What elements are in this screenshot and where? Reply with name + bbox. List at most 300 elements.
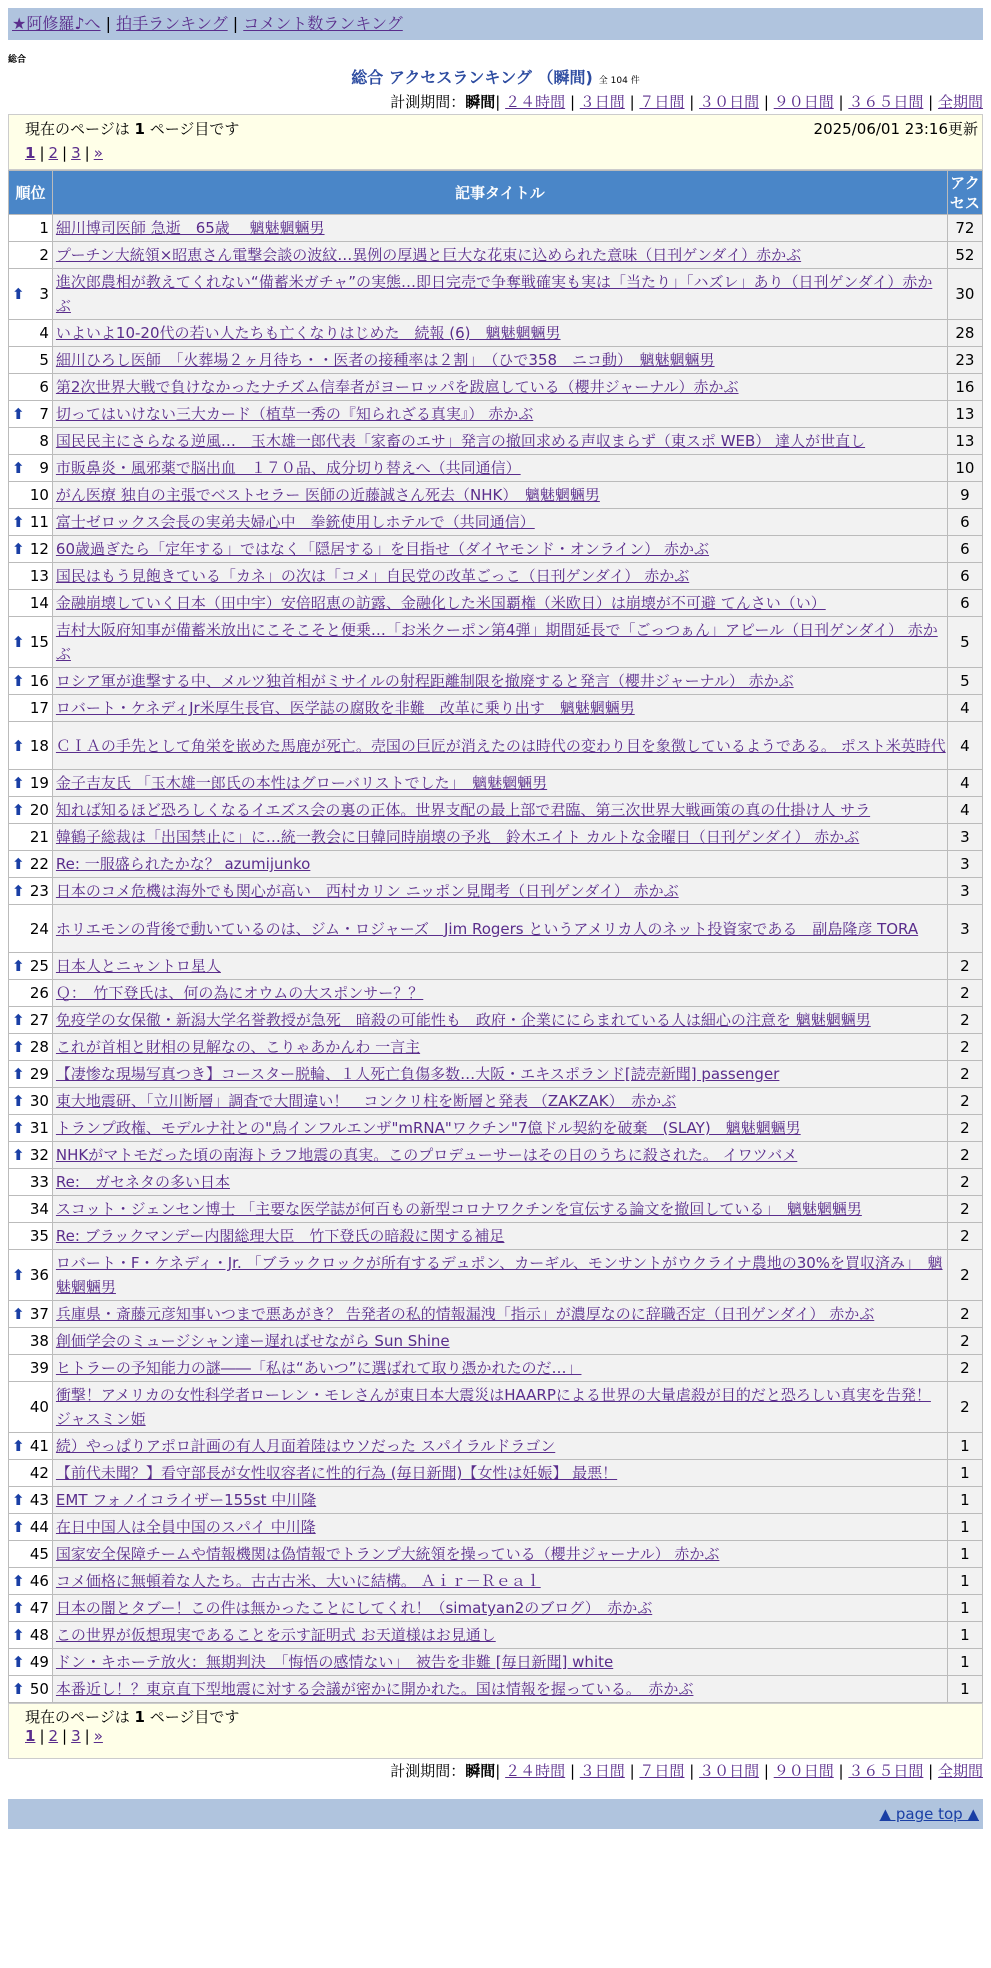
arrow-up-icon: ⬆ <box>12 459 25 477</box>
article-link[interactable]: 日本の闇とタブー！この件は無かったことにしてくれ！（simatyan2のブログ） 赤かぶ <box>55 1599 653 1617</box>
arrow-up-icon: ⬆ <box>12 855 25 873</box>
rank-cell <box>9 215 53 242</box>
period-option-link[interactable]: ２４時間 <box>505 93 566 111</box>
arrow-up-icon: ⬆ <box>12 1092 25 1110</box>
period-separator: | <box>569 93 575 111</box>
period-current: 瞬間 <box>465 1762 496 1780</box>
article-link[interactable]: Re: ブラックマンデー内閣総理大臣 竹下登氏の暗殺に関する補足 <box>55 1227 505 1245</box>
access-count: 4 <box>947 722 982 770</box>
home-link[interactable]: ★阿修羅♪へ <box>12 14 101 33</box>
table-row <box>9 455 983 482</box>
arrow-up-icon: ⬆ <box>12 1599 25 1617</box>
article-link[interactable]: 創価学会のミュージシャン達ー遅ればせながら Sun Shine <box>55 1332 450 1350</box>
article-link[interactable]: Re: ガセネタの多い日本 <box>55 1173 230 1191</box>
period-separator: | <box>629 93 635 111</box>
access-count: 1 <box>947 1514 982 1541</box>
rank-number: 17 <box>29 699 49 717</box>
access-count: 2 <box>947 1250 982 1301</box>
title-cell <box>52 215 947 242</box>
rank-number: 12 <box>29 540 49 558</box>
article-link[interactable]: 知れば知るほど恐ろしくなるイエズス会の裏の正体。世界支配の最上部で君臨、第三次世界大戦画策の真の仕掛け人 サラ <box>55 801 871 819</box>
title-cell <box>52 1061 947 1088</box>
rank-number: 27 <box>29 1011 49 1029</box>
title-cell <box>52 1196 947 1223</box>
title-cell <box>52 536 947 563</box>
arrow-up-icon: ⬆ <box>12 882 25 900</box>
rank-cell <box>9 428 53 455</box>
page-link[interactable]: 3 <box>71 1727 81 1745</box>
article-link[interactable]: スコット・ジェンセン博士 「主要な医学誌が何百もの新型コロナワクチンを宣伝する論文を撤回している」 魑魅魍魎男 <box>55 1200 862 1218</box>
rank-cell <box>9 1061 53 1088</box>
rank-number: 2 <box>39 246 49 264</box>
rank-number: 19 <box>29 774 49 792</box>
rank-cell <box>9 1514 53 1541</box>
table-row <box>9 695 983 722</box>
current-page-prefix: 現在のページは <box>25 120 130 138</box>
rank-number: 35 <box>29 1227 49 1245</box>
arrow-up-icon: ⬆ <box>12 957 25 975</box>
rank-number: 32 <box>29 1146 49 1164</box>
table-row <box>9 824 983 851</box>
pager-bottom <box>8 1703 983 1759</box>
period-option-link[interactable]: ３日間 <box>579 93 625 111</box>
article-link[interactable]: コメ価格に無頓着な人たち。古古古米、大いに結構。 Ａｉｒ－Ｒｅａｌ <box>55 1572 541 1590</box>
access-count: 2 <box>947 1142 982 1169</box>
rank-cell <box>9 1649 53 1676</box>
access-count: 10 <box>947 455 982 482</box>
access-count: 2 <box>947 1061 982 1088</box>
access-count: 2 <box>947 1034 982 1061</box>
title-cell <box>52 428 947 455</box>
article-link[interactable]: 衝撃！アメリカの女性科学者ローレン・モレさんが東日本大震災はHAARPによる世界の大量虐殺が目的だと恐ろしい真実を告発！ ジャスミン姫 <box>55 1386 931 1428</box>
rank-cell <box>9 824 53 851</box>
title-cell <box>52 1034 947 1061</box>
period-separator: | <box>495 93 501 111</box>
arrow-up-icon: ⬆ <box>12 1626 25 1644</box>
arrow-up-icon: ⬆ <box>12 1437 25 1455</box>
access-count: 13 <box>947 401 982 428</box>
access-count: 2 <box>947 1115 982 1142</box>
arrow-up-icon: ⬆ <box>12 1038 25 1056</box>
access-count: 2 <box>947 1007 982 1034</box>
rank-cell <box>9 668 53 695</box>
rank-cell <box>9 1142 53 1169</box>
title-cell <box>52 1088 947 1115</box>
access-count: 2 <box>947 1328 982 1355</box>
table-row <box>9 1142 983 1169</box>
article-link[interactable]: 免疫学の女保徹・新潟大学名誉教授が急死 暗殺の可能性も 政府・企業ににらまれている人は細心の注意を 魑魅魍魎男 <box>55 1011 871 1029</box>
title-cell <box>52 482 947 509</box>
article-link[interactable]: ロバート・F・ケネディ・Jr. 「ブラックロックが所有するデュポン、カーギル、モンサントがウクライナ農地の30%を買収済み」 魑魅魍魎男 <box>55 1254 943 1296</box>
title-cell <box>52 242 947 269</box>
period-option-link[interactable]: ３６５日間 <box>848 1762 924 1780</box>
title-cell <box>52 1223 947 1250</box>
access-count: 2 <box>947 1223 982 1250</box>
rank-number: 26 <box>29 984 49 1002</box>
period-option-link[interactable]: ９０日間 <box>773 93 834 111</box>
access-count: 3 <box>947 878 982 905</box>
rank-number: 6 <box>39 378 49 396</box>
article-link[interactable]: これが首相と財相の見解なの、こりゃあかんわ 一言主 <box>55 1038 421 1056</box>
arrow-up-icon: ⬆ <box>12 736 25 755</box>
table-row <box>9 1223 983 1250</box>
title-cell <box>52 695 947 722</box>
period-separator: | <box>629 1762 635 1780</box>
article-link[interactable]: Ｑ： 竹下登氏は、何の為にオウムの大スポンサー？？ <box>55 984 424 1002</box>
article-link[interactable]: 韓鶴子総裁は「出国禁止に」に…統一教会に日韓同時崩壊の予兆 鈴木エイト カルトな金曜日（日刊ゲンダイ） 赤かぶ <box>55 828 860 846</box>
arrow-up-icon: ⬆ <box>12 1572 25 1590</box>
rank-cell <box>9 617 53 668</box>
article-link[interactable]: ホリエモンの背後で動いているのは、ジム・ロジャーズ Jim Rogers というアメリカ人のネット投資家である 副島隆彦 TORA <box>55 919 919 938</box>
article-link[interactable]: 続）やっぱりアポロ計画の有人月面着陸はウソだった スパイラルドラゴン <box>55 1437 556 1455</box>
rank-cell <box>9 1196 53 1223</box>
article-link[interactable]: 吉村大阪府知事が備蓄米放出にこそこそと便乗…「お米クーポン第4弾」期間延長で「ごっつぁん」アピール（日刊ゲンダイ） 赤かぶ <box>55 621 938 663</box>
article-link[interactable]: 【凄惨な現場写真つき】コースター脱輪、１人死亡負傷多数…大阪・エキスポランド[読売新聞] passenger <box>55 1065 780 1083</box>
article-link[interactable]: 金融崩壊していく日本（田中宇）安倍昭恵の訪露、金融化した米国覇権（米欧日）は崩壊が不可避 てんさい（い） <box>55 594 826 612</box>
period-separator: | <box>838 1762 844 1780</box>
article-link[interactable]: 切ってはいけない三大カード（植草一秀の『知られざる真実』） 赤かぶ <box>55 405 534 423</box>
table-row <box>9 617 983 668</box>
article-link[interactable]: 細川ひろし医師 「火葬場２ヶ月待ち・・医者の接種率は２割」 （ひで358 ニコ動） 魑魅魍魎男 <box>55 351 715 369</box>
arrow-up-icon: ⬆ <box>12 1491 25 1509</box>
rank-cell <box>9 482 53 509</box>
rank-cell <box>9 590 53 617</box>
access-count: 4 <box>947 770 982 797</box>
access-count: 3 <box>947 905 982 953</box>
title-cell <box>52 878 947 905</box>
rank-number: 28 <box>29 1038 49 1056</box>
access-count: 2 <box>947 1382 982 1433</box>
table-row <box>9 1487 983 1514</box>
rank-cell <box>9 1223 53 1250</box>
article-link[interactable]: ドン・キホーテ放火：無期判決 「悔悟の感情ない」 被告を非難 [毎日新聞] white <box>55 1653 614 1671</box>
rank-number: 45 <box>29 1545 49 1563</box>
period-option-link[interactable]: ９０日間 <box>773 1762 834 1780</box>
article-link[interactable]: 金子吉友氏 「玉木雄一郎氏の本性はグローバリストでした」 魑魅魍魎男 <box>55 774 548 792</box>
rank-cell <box>9 1355 53 1382</box>
rank-cell <box>9 1034 53 1061</box>
rank-number: 15 <box>29 633 49 651</box>
clap-ranking-link[interactable]: 拍手ランキング <box>116 14 228 33</box>
table-row <box>9 1541 983 1568</box>
access-count: 2 <box>947 953 982 980</box>
page-link[interactable]: 3 <box>71 144 81 162</box>
page-separator: | <box>62 1727 68 1745</box>
article-link[interactable]: 東大地震研、「立川断層」調査で大間違い！ コンクリ柱を断層と発表 （ZAKZAK） 赤かぶ <box>55 1092 677 1110</box>
arrow-up-icon: ⬆ <box>12 1266 25 1284</box>
period-separator: | <box>495 1762 501 1780</box>
period-option-link[interactable]: ３０日間 <box>699 93 760 111</box>
arrow-up-icon: ⬆ <box>12 1518 25 1536</box>
title-cell <box>52 269 947 320</box>
nav-separator: | <box>105 14 112 33</box>
access-count: 1 <box>947 1595 982 1622</box>
current-page-number: 1 <box>134 1708 145 1726</box>
access-count: 52 <box>947 242 982 269</box>
title-cell <box>52 509 947 536</box>
rank-number: 10 <box>29 486 49 504</box>
article-link[interactable]: 細川博司医師 急逝 65歳 魑魅魍魎男 <box>55 219 325 237</box>
rank-cell <box>9 347 53 374</box>
access-count: 2 <box>947 1355 982 1382</box>
access-count: 1 <box>947 1568 982 1595</box>
title-cell <box>52 374 947 401</box>
table-row <box>9 797 983 824</box>
arrow-up-icon: ⬆ <box>12 1305 25 1323</box>
page-separator: | <box>84 144 90 162</box>
title-cell <box>52 1169 947 1196</box>
table-row <box>9 215 983 242</box>
page-link[interactable]: 2 <box>48 1727 59 1745</box>
table-row <box>9 1355 983 1382</box>
arrow-up-icon: ⬆ <box>12 1119 25 1137</box>
rank-cell <box>9 320 53 347</box>
table-row <box>9 1622 983 1649</box>
category-label: 総合 <box>8 55 27 65</box>
period-option-link[interactable]: ３６５日間 <box>848 93 924 111</box>
rank-cell <box>9 374 53 401</box>
table-row <box>9 1568 983 1595</box>
arrow-up-icon: ⬆ <box>12 774 25 792</box>
rank-cell <box>9 1460 53 1487</box>
article-link[interactable]: ＣＩＡの手先として角栄を嵌めた馬鹿が死亡。売国の巨匠が消えたのは時代の変わり目を象徴しているようである。 ポスト米英時代 <box>55 736 946 755</box>
access-count: 30 <box>947 269 982 320</box>
rank-number: 7 <box>39 405 49 423</box>
article-link[interactable]: 進次郎農相が教えてくれない“備蓄米ガチャ”の実態…即日完売で争奪戦確実も実は「当たり」「ハズレ」あり（日刊ゲンダイ）赤かぶ <box>55 273 933 315</box>
page-separator: | <box>39 144 45 162</box>
title-cell <box>52 953 947 980</box>
top-nav-bar <box>8 8 983 40</box>
arrow-up-icon: ⬆ <box>12 801 25 819</box>
page-link[interactable]: 2 <box>48 144 59 162</box>
rank-number: 4 <box>39 324 49 342</box>
page-separator: | <box>39 1727 45 1745</box>
arrow-up-icon: ⬆ <box>12 513 25 531</box>
period-separator: | <box>838 93 844 111</box>
table-row <box>9 347 983 374</box>
rank-number: 1 <box>39 219 49 237</box>
rank-number: 22 <box>29 855 49 873</box>
rank-number: 20 <box>29 801 49 819</box>
table-row <box>9 320 983 347</box>
next-page-link[interactable]: » <box>93 1727 103 1745</box>
table-row <box>9 1196 983 1223</box>
access-count: 2 <box>947 980 982 1007</box>
table-row <box>9 428 983 455</box>
rank-cell <box>9 695 53 722</box>
page-title <box>8 66 983 90</box>
total-count: 全 104 件 <box>598 76 640 86</box>
rank-number: 11 <box>29 513 49 531</box>
access-count: 6 <box>947 590 982 617</box>
arrow-up-icon: ⬆ <box>12 1011 25 1029</box>
title-cell <box>52 1301 947 1328</box>
title-cell <box>52 1541 947 1568</box>
rank-cell <box>9 1250 53 1301</box>
article-link[interactable]: 本番近し！？東京直下型地震に対する会議が密かに開かれた。国は情報を握っている。 赤かぶ <box>55 1680 694 1698</box>
access-count: 1 <box>947 1433 982 1460</box>
article-link[interactable]: この世界が仮想現実であることを示す証明式 お天道様はお見通し <box>55 1626 496 1644</box>
article-link[interactable]: 国民民主にさらなる逆風… 玉木雄一郎代表「家畜のエサ」発言の撤回求める声収まらず（東スポ WEB） 達人が世直し <box>55 432 866 450</box>
title-cell <box>52 1568 947 1595</box>
table-row <box>9 482 983 509</box>
bottom-bar <box>8 1799 983 1829</box>
article-link[interactable]: Re: 一服盛られたかな？ azumijunko <box>55 855 311 873</box>
arrow-up-icon: ⬆ <box>12 1680 25 1698</box>
rank-cell <box>9 797 53 824</box>
article-link[interactable]: いよいよ10-20代の若い人たちも亡くなりはじめた 続報 (6) 魑魅魍魎男 <box>55 324 561 342</box>
article-link[interactable]: EMT フォノイコライザー155st 中川隆 <box>55 1491 317 1509</box>
table-row <box>9 878 983 905</box>
period-option-link[interactable]: ３日間 <box>579 1762 625 1780</box>
access-count: 1 <box>947 1460 982 1487</box>
rank-cell <box>9 401 53 428</box>
rank-cell <box>9 536 53 563</box>
rank-number: 14 <box>29 594 49 612</box>
rank-cell <box>9 1328 53 1355</box>
table-row <box>9 1328 983 1355</box>
rank-cell <box>9 1382 53 1433</box>
rank-cell <box>9 1676 53 1703</box>
article-link[interactable]: ロシア軍が進撃する中、メルツ独首相がミサイルの射程距離制限を撤廃すると発言（櫻井ジャーナル） 赤かぶ <box>55 672 794 690</box>
period-option-link[interactable]: ２４時間 <box>505 1762 566 1780</box>
access-count: 1 <box>947 1487 982 1514</box>
rank-number: 23 <box>29 882 49 900</box>
article-link[interactable]: 60歳過ぎたら「定年する」ではなく「隠居する」を目指せ（ダイヤモンド・オンライン） 赤かぶ <box>55 540 710 558</box>
table-row <box>9 563 983 590</box>
table-row <box>9 1088 983 1115</box>
rank-cell <box>9 269 53 320</box>
ranking-table <box>8 170 983 1703</box>
table-row <box>9 770 983 797</box>
updated-timestamp: 2025/06/01 23:16更新 <box>813 120 978 138</box>
period-selector-bottom <box>8 1759 983 1783</box>
period-separator: | <box>763 93 769 111</box>
access-count: 6 <box>947 509 982 536</box>
article-link[interactable]: 日本人とニャントロ星人 <box>55 957 221 975</box>
page-link[interactable]: 1 <box>25 144 36 162</box>
pager-top <box>8 114 983 170</box>
period-option-link[interactable]: ３０日間 <box>699 1762 760 1780</box>
rank-cell <box>9 242 53 269</box>
title-cell <box>52 563 947 590</box>
period-separator: | <box>928 93 934 111</box>
access-count: 1 <box>947 1622 982 1649</box>
rank-number: 21 <box>29 828 49 846</box>
access-count: 13 <box>947 428 982 455</box>
page-links <box>25 141 966 165</box>
arrow-up-icon: ⬆ <box>12 285 25 303</box>
ranking-title: 総合 アクセスランキング （瞬間) <box>351 68 593 87</box>
rank-number: 47 <box>29 1599 49 1617</box>
access-count: 72 <box>947 215 982 242</box>
title-cell <box>52 1595 947 1622</box>
article-link[interactable]: ヒトラーの予知能力の謎――「私は“あいつ”に選ばれて取り憑かれたのだ…」 <box>55 1359 582 1377</box>
period-option-link[interactable]: ７日間 <box>639 1762 685 1780</box>
table-row <box>9 1250 983 1301</box>
rank-cell <box>9 722 53 770</box>
rank-number: 38 <box>29 1332 49 1350</box>
article-link[interactable]: 日本のコメ危機は海外でも関心が高い 西村カリン ニッポン見聞考（日刊ゲンダイ） 赤かぶ <box>55 882 679 900</box>
access-count: 4 <box>947 797 982 824</box>
current-page-number: 1 <box>134 120 145 138</box>
table-row <box>9 1115 983 1142</box>
rank-number: 3 <box>39 285 49 303</box>
table-row <box>9 1433 983 1460</box>
rank-number: 29 <box>29 1065 49 1083</box>
period-option-link[interactable]: 全期間 <box>937 93 983 111</box>
title-cell <box>52 590 947 617</box>
rank-number: 41 <box>29 1437 49 1455</box>
arrow-up-icon: ⬆ <box>12 1653 25 1671</box>
title-cell <box>52 1142 947 1169</box>
rank-cell <box>9 1487 53 1514</box>
table-row <box>9 851 983 878</box>
period-option-link[interactable]: 全期間 <box>937 1762 983 1780</box>
rank-number: 46 <box>29 1572 49 1590</box>
article-link[interactable]: 市販鼻炎・風邪薬で脳出血 １７０品、成分切り替えへ（共同通信） <box>55 459 521 477</box>
page-top-link[interactable]: ▲ page top ▲ <box>879 1805 979 1823</box>
access-count: 5 <box>947 668 982 695</box>
article-link[interactable]: 在日中国人は全員中国のスパイ 中川隆 <box>55 1518 316 1536</box>
comment-ranking-link[interactable]: コメント数ランキング <box>243 14 403 33</box>
period-separator: | <box>689 93 695 111</box>
title-cell <box>52 980 947 1007</box>
access-count: 23 <box>947 347 982 374</box>
article-link[interactable]: ロバート・ケネディJr米厚生長官、医学誌の腐敗を非難 改革に乗り出す 魑魅魍魎男 <box>55 699 635 717</box>
page-separator: | <box>62 144 68 162</box>
table-row <box>9 242 983 269</box>
article-link[interactable]: 富士ゼロックス会長の実弟夫婦心中 拳銃使用しホテルで（共同通信） <box>55 513 535 531</box>
title-cell <box>52 1649 947 1676</box>
article-link[interactable]: 【前代未聞？】看守部長が女性収容者に性的行為 (毎日新聞)【女性は妊娠】 最悪！ <box>55 1464 618 1482</box>
article-link[interactable]: NHKがマトモだった頃の南海トラフ地震の真実。このプロデューサーはその日のうちに殺された。 イワツバメ <box>55 1146 798 1164</box>
title-cell <box>52 1460 947 1487</box>
table-row <box>9 1595 983 1622</box>
access-count: 5 <box>947 617 982 668</box>
table-row <box>9 1382 983 1433</box>
arrow-up-icon: ⬆ <box>12 633 25 651</box>
table-row <box>9 1061 983 1088</box>
rank-cell <box>9 953 53 980</box>
page-link[interactable]: 1 <box>25 1727 36 1745</box>
rank-cell <box>9 1541 53 1568</box>
article-link[interactable]: 国民はもう見飽きている「カネ」の次は「コメ」自民党の改革ごっこ（日刊ゲンダイ） 赤かぶ <box>55 567 690 585</box>
article-link[interactable]: プーチン大統領×昭恵さん電撃会談の波紋…異例の厚遇と巨大な花束に込められた意味（日刊ゲンダイ）赤かぶ <box>55 246 802 264</box>
arrow-up-icon: ⬆ <box>12 405 25 423</box>
period-option-link[interactable]: ７日間 <box>639 93 685 111</box>
article-link[interactable]: 国家安全保障チームや情報機関は偽情報でトランプ大統領を操っている（櫻井ジャーナル） 赤かぶ <box>55 1545 720 1563</box>
rank-number: 24 <box>29 919 49 938</box>
title-cell <box>52 1355 947 1382</box>
title-cell <box>52 770 947 797</box>
next-page-link[interactable]: » <box>93 144 103 162</box>
rank-number: 8 <box>39 432 49 450</box>
rank-number: 36 <box>29 1266 49 1284</box>
period-selector-top <box>8 90 983 114</box>
title-cell <box>52 797 947 824</box>
title-cell <box>52 617 947 668</box>
article-link[interactable]: 第2次世界大戦で負けなかったナチズム信奉者がヨーロッパを跋扈している（櫻井ジャーナル）赤かぶ <box>55 378 739 396</box>
article-link[interactable]: がん医療 独自の主張でベストセラー 医師の近藤誠さん死去（NHK） 魑魅魍魎男 <box>55 486 600 504</box>
rank-cell <box>9 1433 53 1460</box>
table-row <box>9 401 983 428</box>
article-link[interactable]: 兵庫県・斎藤元彦知事いつまで悪あがき？ 告発者の私的情報漏洩「指示」が濃厚なのに辞職否定（日刊ゲンダイ） 赤かぶ <box>55 1305 875 1323</box>
rank-number: 50 <box>29 1680 49 1698</box>
rank-cell <box>9 563 53 590</box>
title-cell <box>52 1382 947 1433</box>
article-link[interactable]: トランプ政権、モデルナ社との"鳥インフルエンザ"mRNA"ワクチン"7億ドル契約を破棄 (SLAY) 魑魅魍魎男 <box>55 1119 801 1137</box>
